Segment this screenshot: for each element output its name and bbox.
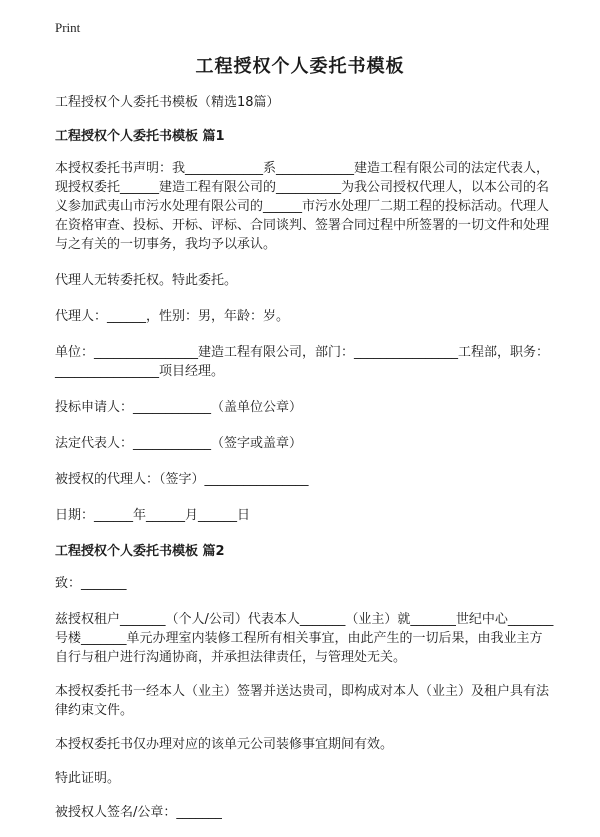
paragraph-declaration: 本授权委托书声明：我____________系____________建造工程有限公司的法定代表人，现授权委托______建造工程有限公司的__________为我公司授权代理人，以本公司的名义参加武夷山市污水处理有限公司的______市污水处理厂二期工程的投标活动。代理人在资格审查、投标、开标、评标、合同谈判、签署合同过程中所签署的一切文件和处理与之有关的一切事务，我均予以承认。 (55, 161, 550, 252)
paragraph-date: 日期：______年______月______日 (55, 508, 251, 523)
paragraph-legal-rep: 法定代表人：____________（签字或盖章） (55, 436, 303, 451)
document-subtitle: 工程授权个人委托书模板（精选18篇） (55, 95, 280, 110)
paragraph-signature: 被授权人签名/公章：_______ (55, 805, 222, 820)
document-title: 工程授权个人委托书模板 (195, 56, 405, 77)
paragraph-certify: 特此证明。 (55, 771, 121, 786)
paragraph-agent-info: 代理人：______，性别：男，年龄：岁。 (55, 309, 290, 324)
paragraph-authorized-agent: 被授权的代理人：（签字）________________ (55, 472, 309, 487)
print-link[interactable]: Print (55, 20, 81, 35)
section-heading-2: 工程授权个人委托书模板 篇2 (55, 544, 225, 559)
paragraph-bidder: 投标申请人：____________（盖单位公章） (55, 400, 303, 415)
paragraph-recipient: 致：_______ (55, 576, 127, 591)
paragraph-unit-info: 单位：________________建造工程有限公司，部门：________________工程部，职务：________________项目经理。 (55, 345, 550, 379)
paragraph-validity: 本授权委托书仅办理对应的该单元公司装修事宜期间有效。 (55, 737, 394, 752)
paragraph-no-subdelegation: 代理人无转委托权。特此委托。 (55, 273, 238, 288)
paragraph-binding: 本授权委托书一经本人（业主）签署并送达贵司，即构成对本人（业主）及租户具有法律约束文件。 (55, 684, 550, 718)
section-heading-1: 工程授权个人委托书模板 篇1 (55, 129, 225, 144)
document-body (55, 93, 555, 837)
paragraph-authorization: 兹授权租户_______（个人/公司）代表本人_______（业主）就_______世纪中心_______号楼_______单元办理室内装修工程所有相关事宜，由此产生的一切后果，由我业主方自行与租户进行沟通协商，并承担法律责任，与管理处无关。 (55, 612, 554, 665)
